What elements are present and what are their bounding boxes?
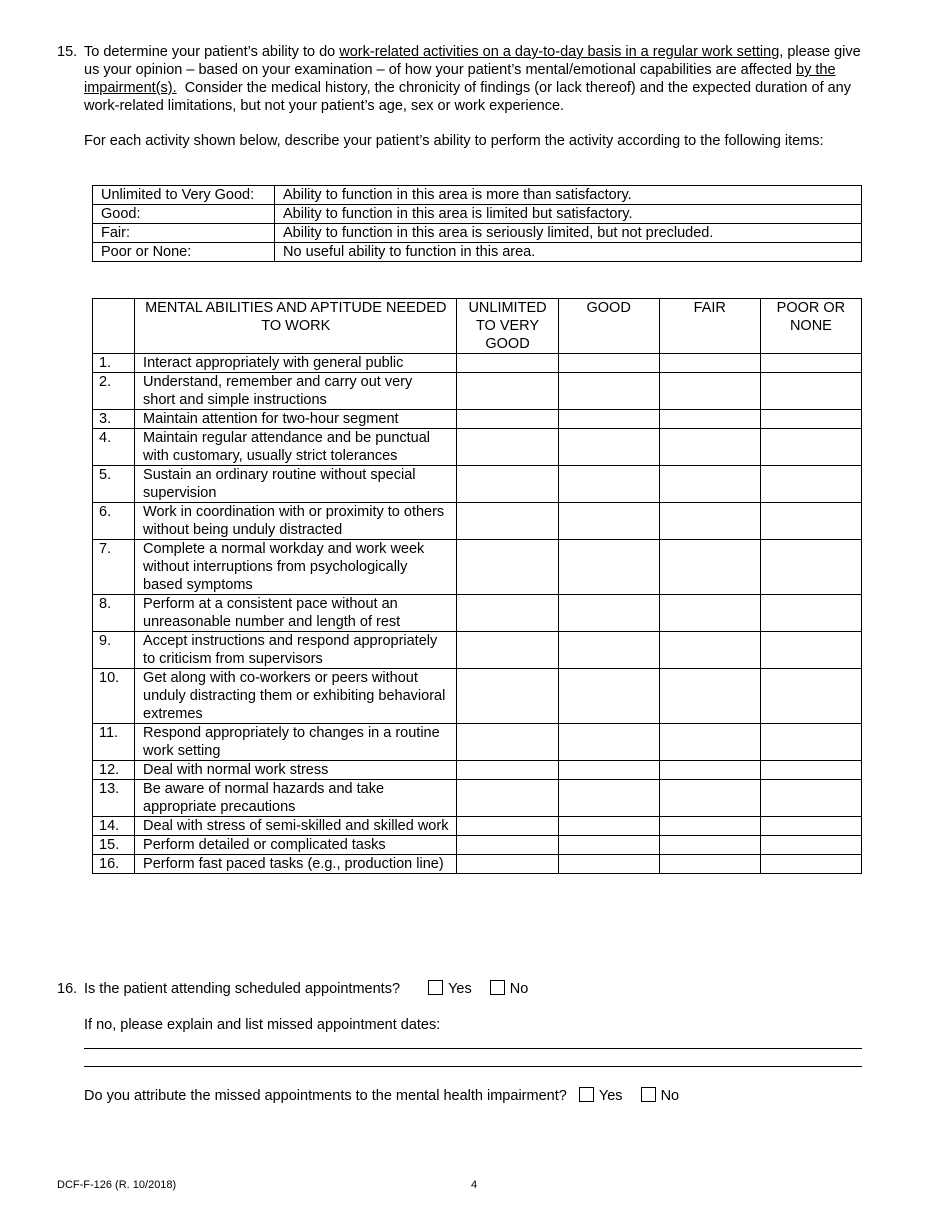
ability-row [93,817,862,836]
scale-definition: Ability to function in this area is limited but satisfactory. [275,205,862,224]
ability-number: 15. [93,836,135,855]
attribute-no-label: No [660,1088,680,1104]
scale-row [93,186,862,205]
ability-row [93,669,862,724]
rating-cell-poor[interactable] [760,429,861,466]
ability-description: Perform detailed or complicated tasks [135,836,457,855]
explain-line-2[interactable] [84,1066,862,1067]
question-15-number: 15. [57,44,78,60]
ability-row [93,429,862,466]
ability-row [93,373,862,410]
ability-row [93,410,862,429]
rating-cell-unlimited[interactable] [457,373,558,410]
rating-cell-fair[interactable] [659,724,760,761]
rating-cell-fair[interactable] [659,354,760,373]
attending-no-label: No [509,981,529,997]
rating-cell-fair[interactable] [659,540,760,595]
rating-cell-good[interactable] [558,503,659,540]
scale-row [93,205,862,224]
rating-cell-fair[interactable] [659,780,760,817]
ability-number: 14. [93,817,135,836]
ability-number: 16. [93,855,135,874]
ability-number: 12. [93,761,135,780]
ability-row [93,354,862,373]
page-number: 4 [471,1179,478,1191]
ability-description: Work in coordination with or proximity to others without being unduly distracted [135,503,457,540]
ability-description: Deal with normal work stress [135,761,457,780]
rating-cell-poor[interactable] [760,724,861,761]
ability-description: Maintain regular attendance and be punctual with customary, usually strict tolerances [135,429,457,466]
attending-yes-label: Yes [448,981,472,997]
rating-cell-unlimited[interactable] [457,503,558,540]
rating-cell-fair[interactable] [659,429,760,466]
rating-cell-fair[interactable] [659,503,760,540]
ability-description: Get along with co-workers or peers without unduly distracting them or exhibiting behavioral extremes [135,669,457,724]
header-unlimited: UNLIMITED TO VERY GOOD [457,299,558,354]
rating-cell-unlimited[interactable] [457,817,558,836]
rating-cell-poor[interactable] [760,410,861,429]
ability-description: Maintain attention for two-hour segment [135,410,457,429]
rating-cell-poor[interactable] [760,466,861,503]
rating-cell-fair[interactable] [659,817,760,836]
rating-cell-fair[interactable] [659,410,760,429]
ability-number: 6. [93,503,135,540]
rating-cell-good[interactable] [558,817,659,836]
rating-cell-poor[interactable] [760,669,861,724]
rating-cell-fair[interactable] [659,836,760,855]
ability-number: 3. [93,410,135,429]
ability-description: Understand, remember and carry out very short and simple instructions [135,373,457,410]
explain-line-1[interactable] [84,1048,862,1049]
rating-cell-poor[interactable] [760,817,861,836]
rating-cell-poor[interactable] [760,595,861,632]
rating-cell-good[interactable] [558,595,659,632]
ability-number: 9. [93,632,135,669]
rating-cell-poor[interactable] [760,540,861,595]
intro-text-3: Consider the medical history, the chronicity of findings (or lack thereof) and the expected duration of any work-related limitations, but not your patient’s age, sex or work experience. [84,80,856,114]
ability-row [93,540,862,595]
rating-cell-good[interactable] [558,410,659,429]
ability-number: 10. [93,669,135,724]
question-16-row [84,980,864,998]
intro-text-1: To determine your patient’s ability to do [84,44,340,60]
rating-cell-good[interactable] [558,354,659,373]
header-good: GOOD [558,299,659,354]
rating-cell-unlimited[interactable] [457,540,558,595]
scale-definition: Ability to function in this area is more than satisfactory. [275,186,862,205]
rating-cell-good[interactable] [558,632,659,669]
rating-cell-fair[interactable] [659,632,760,669]
attribute-row [84,1087,864,1105]
scale-term: Unlimited to Very Good: [93,186,275,205]
rating-cell-good[interactable] [558,761,659,780]
question-15-instruction: For each activity shown below, describe your patient’s ability to perform the activity according to the following items: [84,133,824,149]
form-id: DCF-F-126 (R. 10/2018) [57,1179,177,1191]
rating-cell-poor[interactable] [760,503,861,540]
rating-cell-fair[interactable] [659,669,760,724]
rating-cell-unlimited[interactable] [457,595,558,632]
rating-cell-good[interactable] [558,724,659,761]
rating-cell-fair[interactable] [659,373,760,410]
rating-cell-poor[interactable] [760,373,861,410]
ability-number: 1. [93,354,135,373]
attribute-yes-label: Yes [598,1088,623,1104]
ability-row [93,595,862,632]
ability-row [93,780,862,817]
rating-cell-unlimited[interactable] [457,836,558,855]
ability-row [93,466,862,503]
ability-number: 4. [93,429,135,466]
scale-term: Poor or None: [93,243,275,262]
rating-cell-good[interactable] [558,429,659,466]
rating-cell-unlimited[interactable] [457,780,558,817]
scale-term: Fair: [93,224,275,243]
attribute-yes-checkbox[interactable] [579,1087,594,1102]
rating-cell-poor[interactable] [760,855,861,874]
rating-cell-unlimited[interactable] [457,761,558,780]
ability-description: Deal with stress of semi-skilled and skilled work [135,817,457,836]
header-poor: POOR OR NONE [760,299,861,354]
ability-number: 8. [93,595,135,632]
header-number [93,299,135,354]
ability-description: Accept instructions and respond appropriately to criticism from supervisors [135,632,457,669]
question-16-text: Is the patient attending scheduled appointments? [84,981,401,997]
rating-cell-unlimited[interactable] [457,855,558,874]
rating-cell-poor[interactable] [760,761,861,780]
ability-description: Interact appropriately with general public [135,354,457,373]
rating-cell-fair[interactable] [659,466,760,503]
question-15-intro [84,43,864,115]
header-abilities: MENTAL ABILITIES AND APTITUDE NEEDED TO WORK [135,299,457,354]
rating-cell-fair[interactable] [659,595,760,632]
ability-row [93,632,862,669]
ability-number: 13. [93,780,135,817]
ability-row [93,836,862,855]
attending-no-checkbox[interactable] [490,980,505,995]
rating-cell-good[interactable] [558,540,659,595]
rating-cell-unlimited[interactable] [457,429,558,466]
rating-cell-good[interactable] [558,466,659,503]
scale-definition: Ability to function in this area is seriously limited, but not precluded. [275,224,862,243]
rating-cell-poor[interactable] [760,780,861,817]
rating-cell-unlimited[interactable] [457,354,558,373]
ability-number: 2. [93,373,135,410]
rating-cell-fair[interactable] [659,855,760,874]
rating-cell-good[interactable] [558,836,659,855]
rating-cell-unlimited[interactable] [457,632,558,669]
ability-description: Complete a normal workday and work week without interruptions from psychologically based symptoms [135,540,457,595]
rating-cell-unlimited[interactable] [457,669,558,724]
scale-row [93,243,862,262]
rating-cell-unlimited[interactable] [457,724,558,761]
rating-cell-good[interactable] [558,855,659,874]
ability-description: Sustain an ordinary routine without special supervision [135,466,457,503]
ability-row [93,761,862,780]
rating-cell-good[interactable] [558,780,659,817]
intro-underlined-1: work-related activities on a day-to-day basis in a regular work setting [339,44,780,60]
header-fair: FAIR [659,299,760,354]
rating-scale-table [92,185,862,262]
explain-prompt: If no, please explain and list missed appointment dates: [84,1017,441,1033]
ability-row [93,855,862,874]
ability-description: Be aware of normal hazards and take appropriate precautions [135,780,457,817]
rating-cell-unlimited[interactable] [457,410,558,429]
scale-term: Good: [93,205,275,224]
question-16-number: 16. [57,981,78,997]
rating-cell-good[interactable] [558,373,659,410]
rating-cell-poor[interactable] [760,836,861,855]
scale-definition: No useful ability to function in this area. [275,243,862,262]
rating-cell-good[interactable] [558,669,659,724]
ability-row [93,503,862,540]
rating-cell-poor[interactable] [760,632,861,669]
ability-number: 5. [93,466,135,503]
rating-cell-poor[interactable] [760,354,861,373]
abilities-header-row [93,299,862,354]
attending-yes-checkbox[interactable] [428,980,443,995]
attribute-question: Do you attribute the missed appointments to the mental health impairment? [84,1088,567,1104]
mental-abilities-table [92,298,862,874]
attribute-no-checkbox[interactable] [641,1087,656,1102]
ability-description: Perform at a consistent pace without an unreasonable number and length of rest [135,595,457,632]
rating-cell-fair[interactable] [659,761,760,780]
intro-underlined-2: by the impairment(s). [84,62,836,96]
ability-description: Perform fast paced tasks (e.g., production line) [135,855,457,874]
ability-description: Respond appropriately to changes in a routine work setting [135,724,457,761]
rating-cell-unlimited[interactable] [457,466,558,503]
scale-row [93,224,862,243]
ability-row [93,724,862,761]
ability-number: 11. [93,724,135,761]
ability-number: 7. [93,540,135,595]
intro-text-2: , please give us your opinion – based on your examination – of how your patient’s mental/emotional capabilities are affected [84,44,861,78]
